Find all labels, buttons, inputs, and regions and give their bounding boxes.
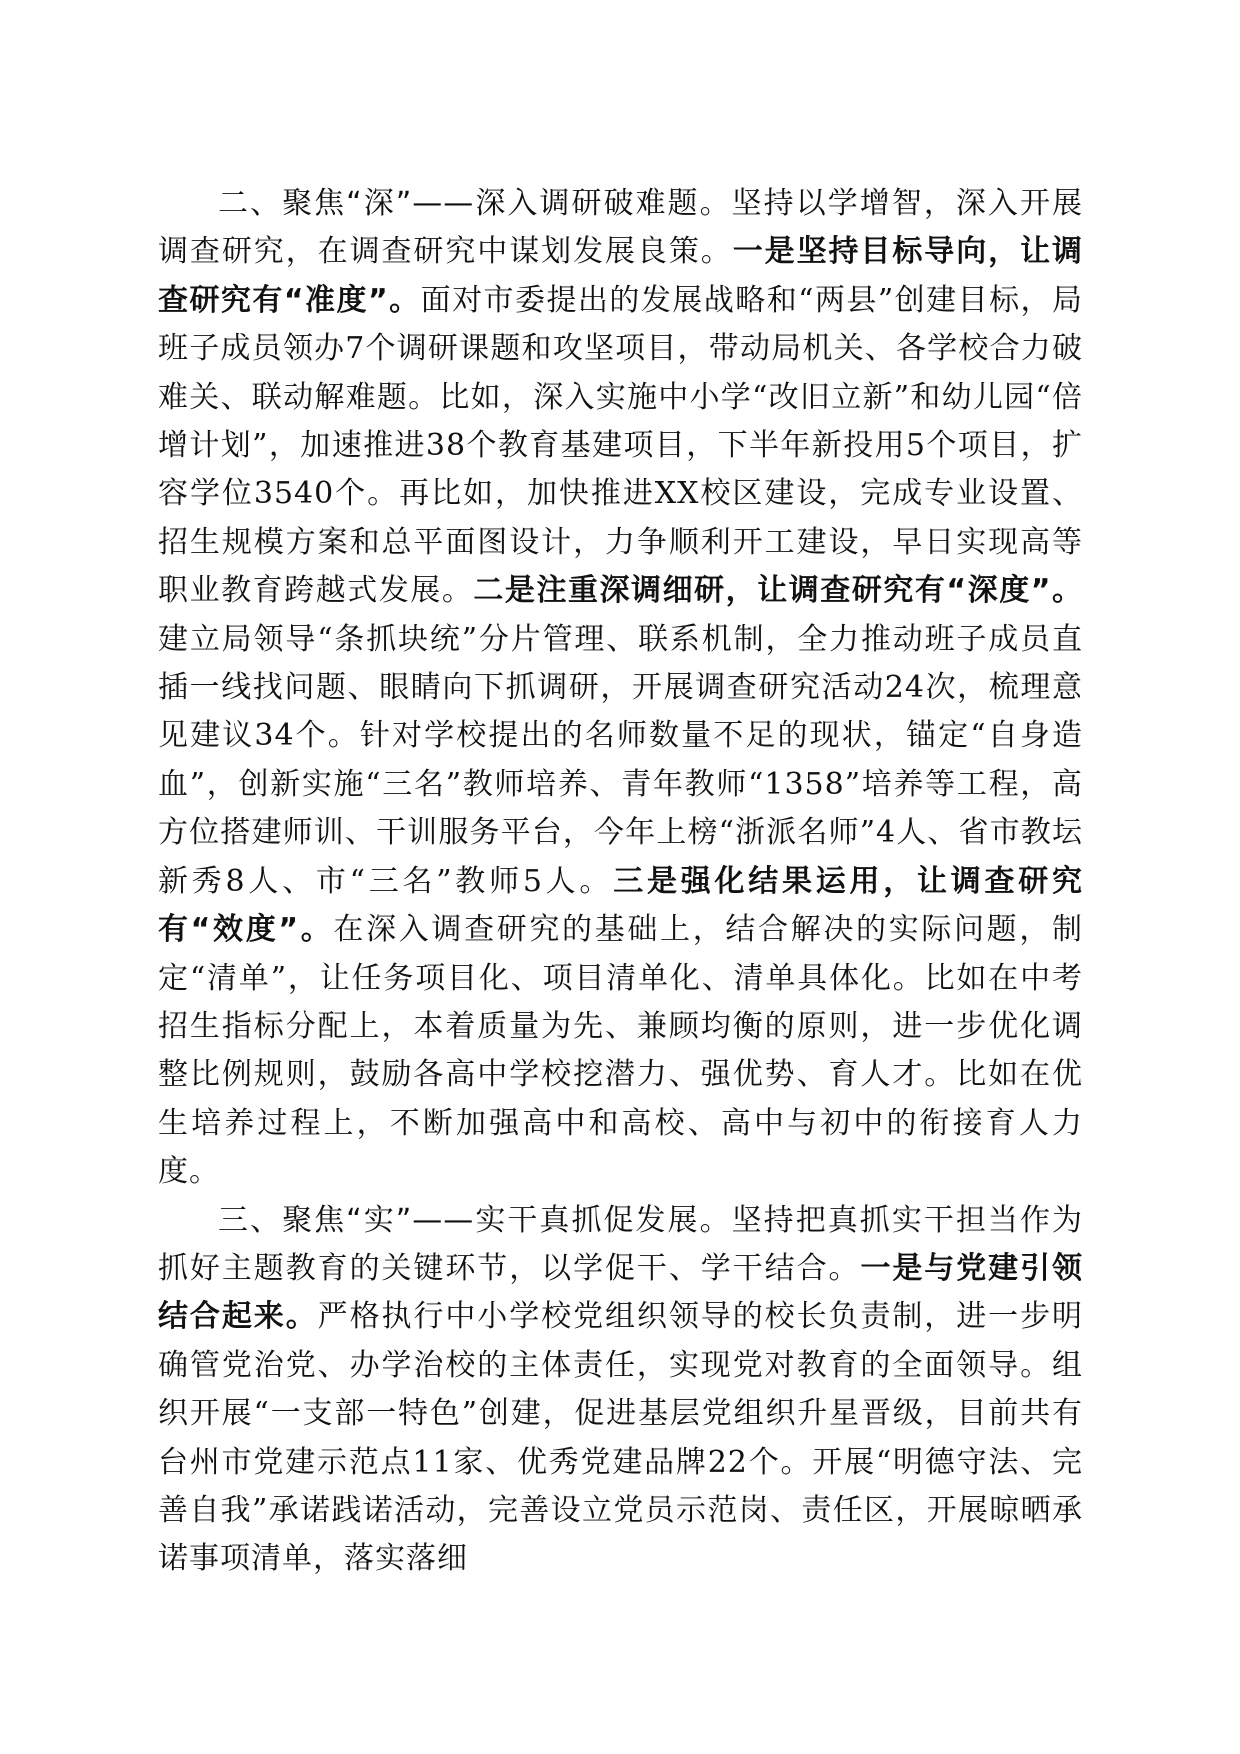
section-2-intro: 坚持以学增智，深入开展调查研究，在调查研究中谋划发展良策。 (158, 186, 1084, 270)
paragraph-section-2 (158, 180, 1083, 1197)
paragraph-section-3 (158, 1197, 1083, 1584)
section-2-point-1-title: 一是坚持目标导向，让调查研究有“准度”。 (158, 234, 1084, 318)
document-page (158, 180, 1083, 1584)
section-3-heading: 三、聚焦“实”——实干真抓促发展。 (218, 1202, 732, 1238)
section-3-point-1-body: 严格执行中小学校党组织领导的校长负责制，进一步明确管党治党、办学治校的主体责任，实现党对教育的全面领导。组织开展“一支部一特色”创建，促进基层党组织升星晋级，目前共有台州市党建示范点11家、优秀党建品牌22个。开展“明德守法、完善自我”承诺践诺活动，完善设立党员示范岗、责任区，开展晾晒承诺事项清单，落实落细 (158, 1299, 1084, 1577)
section-2-heading: 二、聚焦“深”——深入调研破难题。 (218, 186, 732, 221)
section-2-point-3-title: 三是强化结果运用，让调查研究有“效度”。 (158, 863, 1084, 948)
section-3-intro: 坚持把真抓实干担当作为抓好主题教育的关键环节，以学促干、学干结合。 (158, 1202, 1084, 1286)
section-2-point-3-body: 在深入调查研究的基础上，结合解决的实际问题，制定“清单”，让任务项目化、项目清单化、清单具体化。比如在中考招生指标分配上，本着质量为先、兼顾均衡的原则，进一步优化调整比例规则，鼓励各高中学校挖潜力、强优势、育人才。比如在优生培养过程上，不断加强高中和高校、高中与初中的衔接育人力度。 (158, 912, 1084, 1190)
section-2-point-1-body: 面对市委提出的发展战略和“两县”创建目标，局班子成员领办7个调研课题和攻坚项目，带动局机关、各学校合力破难关、联动解难题。比如，深入实施中小学“改旧立新”和幼儿园“倍增计划”，加速推进38个教育基建项目，下半年新投用5个项目，扩容学位3540个。再比如，加快推进XX校区建设，完成专业设置、招生规模方案和总平面图设计，力争顺利开工建设，早日实现高等职业教育跨越式发展。 (158, 282, 1083, 609)
section-2-point-2-body: 建立局领导“条抓块统”分片管理、联系机制，全力推动班子成员直插一线找问题、眼睛向下抓调研，开展调查研究活动24次，梳理意见建议34个。针对学校提出的名师数量不足的现状，锚定“自身造血”，创新实施“三名”教师培养、青年教师“1358”培养等工程，高方位搭建师训、干训服务平台，今年上榜“浙派名师”4人、省市教坛新秀8人、市“三名”教师5人。 (158, 621, 1083, 899)
section-2-point-2-title: 二是注重深调细研，让调查研究有“深度”。 (473, 573, 1084, 609)
section-3-point-1-title: 一是与党建引领结合起来。 (158, 1250, 1084, 1335)
